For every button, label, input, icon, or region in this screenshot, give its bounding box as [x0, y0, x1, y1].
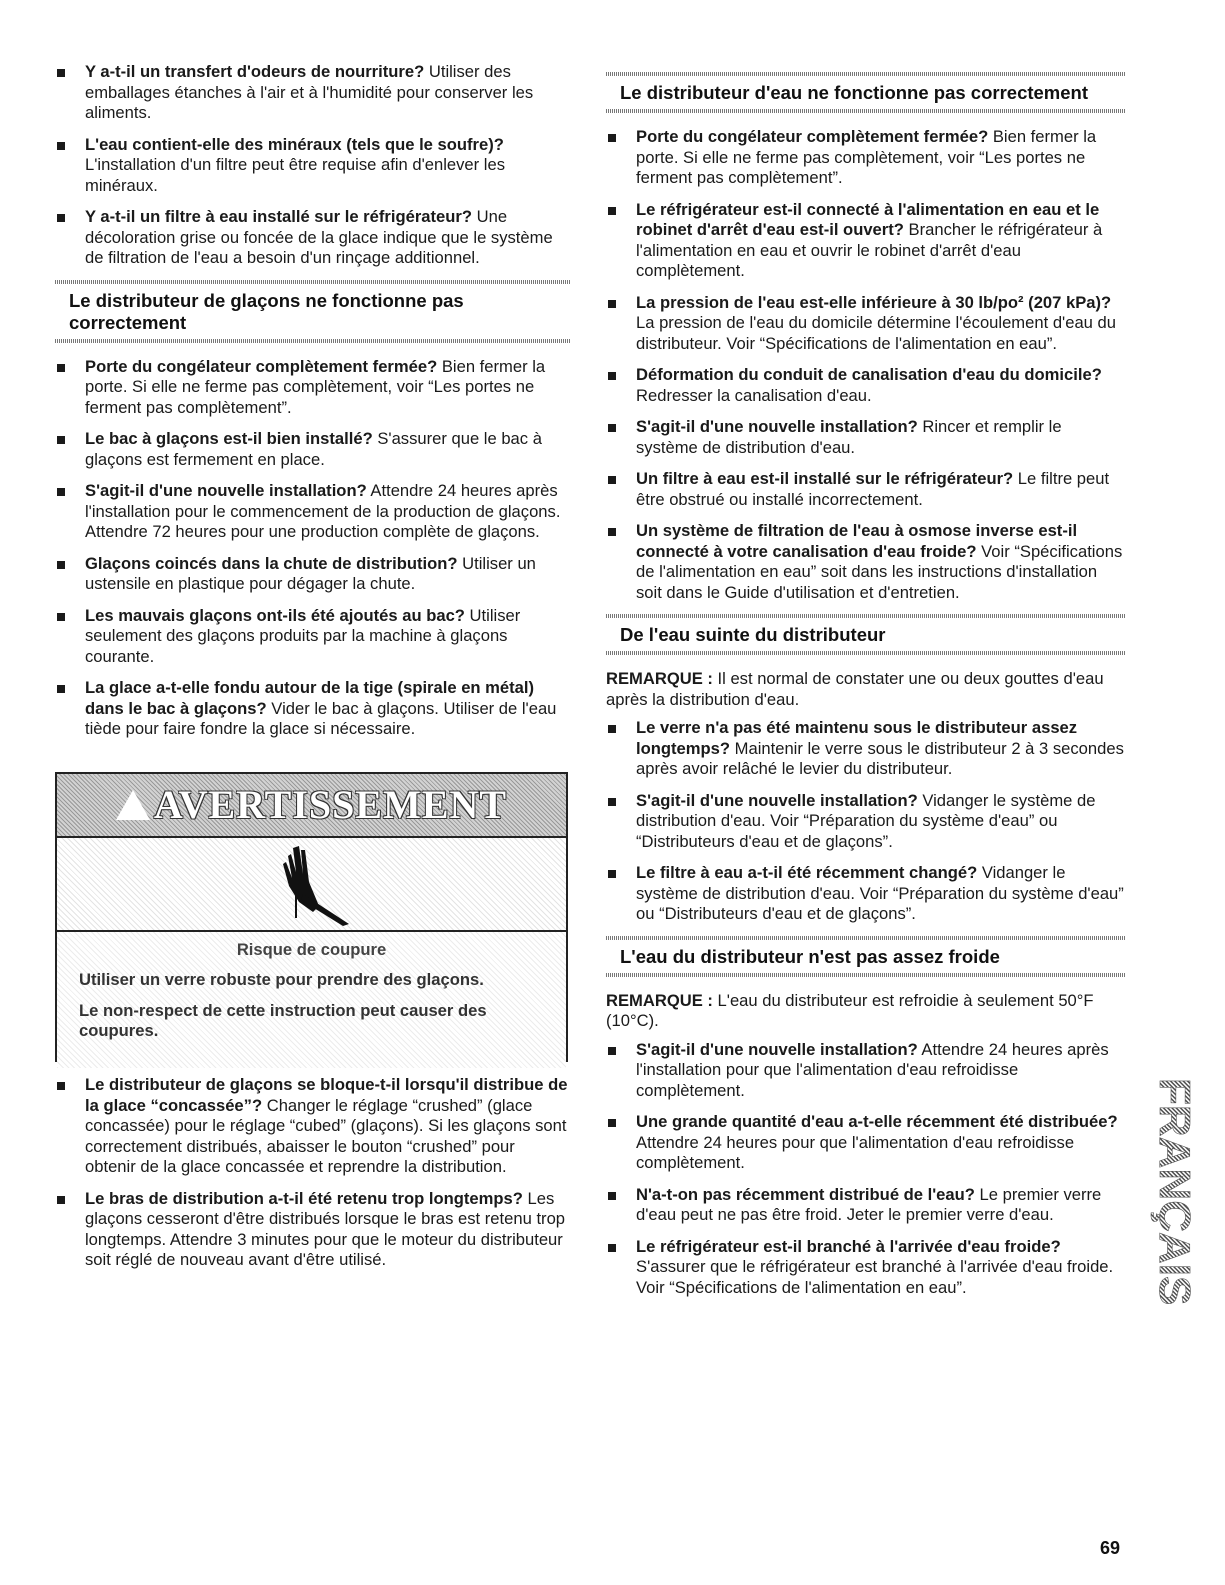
list-item: Déformation du conduit de canalisation d'eau du domicile? Redresser la canalisation d'eau.	[606, 365, 1126, 406]
bullet-square-icon	[608, 1119, 616, 1127]
list-item: Porte du congélateur complètement fermée? Bien fermer la porte. Si elle ne ferme pas complètement, voir “Les portes ne ferment pas complètement”.	[606, 127, 1126, 189]
bullet-square-icon	[57, 364, 65, 372]
list-item: S'agit-il d'une nouvelle installation? Attendre 24 heures après l'installation pour que l'alimentation d'eau refroidisse complètement.	[606, 1040, 1126, 1102]
section-title: De l'eau suinte du distributeur	[620, 624, 886, 645]
bullet-square-icon	[608, 870, 616, 878]
bullet-square-icon	[57, 214, 65, 222]
section-title: L'eau du distributeur n'est pas assez froide	[620, 945, 1000, 967]
warning-triangle-icon	[116, 790, 150, 820]
cold-note: REMARQUE : L'eau du distributeur est refroidie à seulement 50°F (10°C).	[606, 990, 1094, 1030]
bullet-square-icon	[57, 613, 65, 621]
bullet-square-icon	[608, 1192, 616, 1200]
language-side-tab	[1140, 1070, 1200, 1350]
divider	[55, 339, 570, 343]
bullet-square-icon	[608, 207, 616, 215]
list-item: La pression de l'eau est-elle inférieure à 30 lb/po² (207 kPa)? La pression de l'eau du domicile détermine l'écoulement d'eau du distributeur. Voir “Spécifications de l'alimentation en eau”.	[606, 293, 1126, 355]
divider	[606, 72, 1126, 76]
bullet-square-icon	[608, 725, 616, 733]
ice-list-continued	[55, 1075, 570, 1271]
list-item: Y a-t-il un filtre à eau installé sur le réfrigérateur? Une décoloration grise ou foncée de la glace indique que le système de filtration de l'eau a besoin d'un rinçage additionnel.	[55, 207, 570, 269]
list-item: Le verre n'a pas été maintenu sous le distributeur assez longtemps? Maintenir le verre sous le distributeur 2 à 3 secondes après avoir relâché le levier du distributeur.	[606, 718, 1126, 780]
water-list	[606, 127, 1126, 603]
list-item: Le filtre à eau a-t-il été récemment changé? Vidanger le système de distribution d'eau. Voir “Préparation du système d'eau” ou “Distributeurs d'eau et de glaçons”.	[606, 863, 1126, 925]
intro-list	[55, 62, 570, 269]
ice-dispenser-section-heading	[55, 280, 570, 343]
list-item: S'agit-il d'une nouvelle installation? Rincer et remplir le système de distribution d'eau.	[606, 417, 1126, 458]
list-item: Porte du congélateur complètement fermée? Bien fermer la porte. Si elle ne ferme pas complètement, voir “Les portes ne ferment pas complètement”.	[55, 357, 570, 419]
cold-list	[606, 1040, 1126, 1299]
bullet-square-icon	[57, 488, 65, 496]
warning-instruction: Utiliser un verre robuste pour prendre des glaçons.	[79, 970, 484, 989]
side-tab-label: FRANÇAIS	[1150, 1078, 1199, 1306]
bullet-square-icon	[57, 142, 65, 150]
divider	[606, 651, 1126, 655]
divider	[606, 614, 1126, 618]
bullet-square-icon	[608, 1047, 616, 1055]
section-title: Le distributeur d'eau ne fonctionne pas correctement	[620, 82, 1089, 103]
bullet-square-icon	[57, 1082, 65, 1090]
warning-box	[55, 772, 568, 1062]
bullet-square-icon	[57, 1196, 65, 1204]
list-item: Le distributeur de glaçons se bloque-t-il lorsqu'il distribue de la glace “concassée”? Changer le réglage “crushed” (glace concassée) pour le réglage “cubed” (glaçons). Si les glaçons sont correctement distribués, abaisser le bouton “crushed” pour obtenir de la glace concassée et reprendre la distribution.	[55, 1075, 570, 1178]
bullet-square-icon	[608, 528, 616, 536]
list-item: N'a-t-on pas récemment distribué de l'eau? Le premier verre d'eau peut ne pas être froid. Jeter le premier verre d'eau.	[606, 1185, 1126, 1226]
warning-consequence: Le non-respect de cette instruction peut causer des coupures.	[79, 1000, 487, 1040]
warning-risk: Risque de coupure	[236, 940, 387, 959]
list-item: Le réfrigérateur est-il branché à l'arrivée d'eau froide? S'assurer que le réfrigérateur est branché à l'arrivée d'eau froide. Voir “Spécifications de l'alimentation en eau”.	[606, 1237, 1126, 1299]
bullet-square-icon	[57, 685, 65, 693]
cold-water-section-heading	[606, 936, 1126, 977]
divider	[606, 973, 1126, 977]
warning-title: AVERTISSEMENT	[153, 782, 508, 827]
list-item: Glaçons coincés dans la chute de distribution? Utiliser un ustensile en plastique pour dégager la chute.	[55, 554, 570, 595]
list-item: Le réfrigérateur est-il connecté à l'alimentation en eau et le robinet d'arrêt d'eau est-il ouvert? Brancher le réfrigérateur à l'alimentation en eau et ouvrir le robinet d'arrêt d'eau complètement.	[606, 200, 1126, 282]
bullet-square-icon	[57, 69, 65, 77]
divider	[55, 280, 570, 284]
warning-header	[57, 774, 566, 838]
water-dispenser-section-heading	[606, 72, 1126, 113]
list-item: Un filtre à eau est-il installé sur le réfrigérateur? Le filtre peut être obstrué ou installé incorrectement.	[606, 469, 1126, 510]
divider	[606, 109, 1126, 113]
list-item: S'agit-il d'une nouvelle installation? Attendre 24 heures après l'installation pour le commencement de la production de glaçons. Attendre 72 heures pour une production complète de glaçons.	[55, 481, 570, 543]
leak-section-heading	[606, 614, 1126, 655]
bullet-square-icon	[608, 372, 616, 380]
divider	[606, 936, 1126, 940]
bullet-square-icon	[608, 300, 616, 308]
cut-hazard-icon	[279, 842, 351, 926]
bullet-square-icon	[608, 1244, 616, 1252]
left-column-lower	[55, 1075, 570, 1282]
bullet-square-icon	[57, 561, 65, 569]
list-item: Le bac à glaçons est-il bien installé? S'assurer que le bac à glaçons est fermement en place.	[55, 429, 570, 470]
bullet-square-icon	[608, 134, 616, 142]
list-item: Une grande quantité d'eau a-t-elle récemment été distribuée? Attendre 24 heures pour que l'alimentation d'eau refroidisse complètement.	[606, 1112, 1126, 1174]
list-item: Le bras de distribution a-t-il été retenu trop longtemps? Les glaçons cesseront d'être distribués lorsque le bras est retenu trop longtemps. Attendre 3 minutes pour que le moteur du distributeur soit réglé de nouveau avant d'être utilisé.	[55, 1189, 570, 1271]
leak-note: REMARQUE : Il est normal de constater une ou deux gouttes d'eau après la distribution d'eau.	[606, 669, 1104, 709]
list-item: Un système de filtration de l'eau à osmose inverse est-il connecté à votre canalisation d'eau froide? Voir “Spécifications de l'alimentation en eau” soit dans les instructions d'installation soit dans le Guide d'utilisation et d'entretien.	[606, 521, 1126, 603]
list-item: Y a-t-il un transfert d'odeurs de nourriture? Utiliser des emballages étanches à l'air et à l'humidité pour conserver les aliments.	[55, 62, 570, 124]
bullet-square-icon	[608, 476, 616, 484]
list-item: S'agit-il d'une nouvelle installation? Vidanger le système de distribution d'eau. Voir “Préparation du système d'eau” ou “Distributeurs d'eau et de glaçons”.	[606, 791, 1126, 853]
right-column	[606, 72, 1126, 1309]
page-number: 69	[1100, 1538, 1121, 1558]
bullet-square-icon	[608, 798, 616, 806]
left-column	[55, 62, 570, 751]
bullet-square-icon	[608, 424, 616, 432]
ice-list	[55, 357, 570, 740]
list-item: La glace a-t-elle fondu autour de la tige (spirale en métal) dans le bac à glaçons? Vider le bac à glaçons. Utiliser de l'eau tiède pour faire fondre la glace si nécessaire.	[55, 678, 570, 740]
leak-list	[606, 718, 1126, 925]
list-item: L'eau contient-elle des minéraux (tels que le soufre)? L'installation d'un filtre peut être requise afin d'enlever les minéraux.	[55, 135, 570, 197]
list-item: Les mauvais glaçons ont-ils été ajoutés au bac? Utiliser seulement des glaçons produits par la machine à glaçons courante.	[55, 606, 570, 668]
bullet-square-icon	[57, 436, 65, 444]
section-title: Le distributeur de glaçons ne fonctionne pas correctement	[69, 289, 464, 333]
